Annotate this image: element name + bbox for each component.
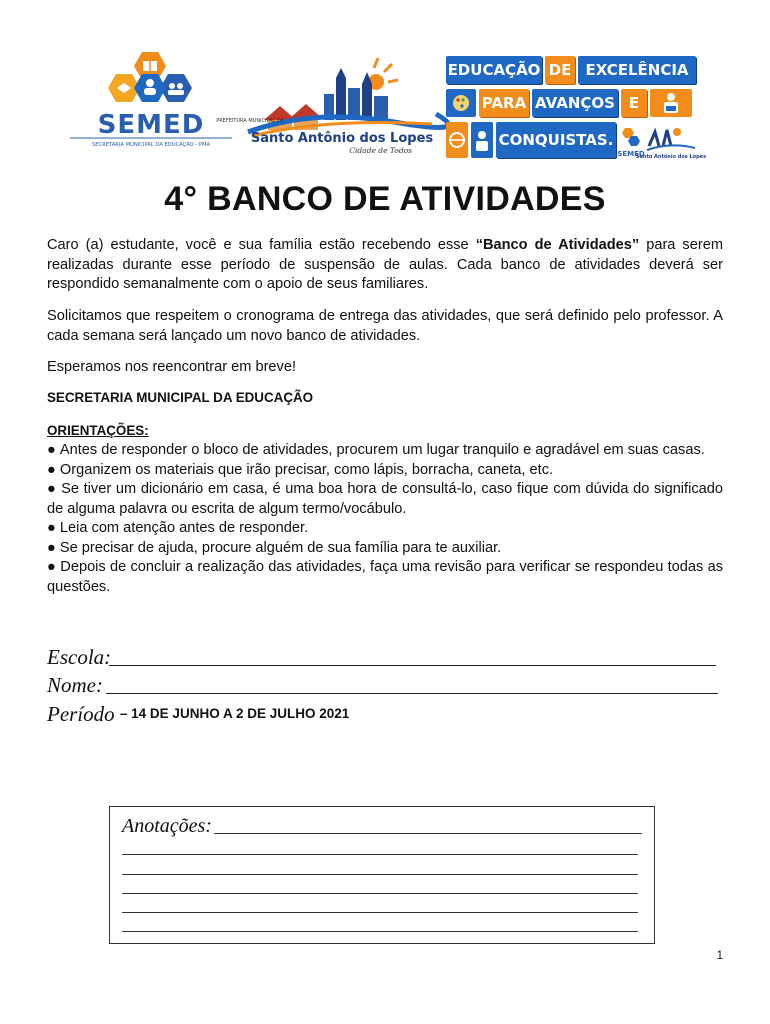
- signature-heading: SECRETARIA MUNICIPAL DA EDUCAÇÃO: [47, 390, 314, 405]
- periodo-label: Período: [47, 702, 115, 726]
- city-skyline-icon: [216, 58, 440, 156]
- nome-label: Nome:: [47, 673, 103, 697]
- escola-field[interactable]: [109, 665, 716, 666]
- list-item: ● Leia com atenção antes de responder.: [47, 519, 723, 539]
- mini-logos: [617, 122, 707, 160]
- anotacoes-line[interactable]: [122, 912, 638, 913]
- periodo-value: – 14 DE JUNHO A 2 DE JULHO 2021: [119, 706, 350, 721]
- banner-word: PARA: [479, 89, 529, 117]
- anotacoes-line[interactable]: [122, 874, 638, 875]
- intro-paragraph-2: Solicitamos que respeitem o cronograma de entrega das atividades, que será definido pelo professor. A cada semana será lançado um novo banco de atividades.: [47, 308, 723, 344]
- palette-icon: [446, 89, 476, 117]
- periodo-row: [47, 702, 349, 727]
- banner-word: E: [621, 89, 647, 117]
- banner-row-1: [446, 56, 696, 84]
- banner-row-3: [446, 122, 707, 160]
- banner-row-2: [446, 89, 692, 117]
- svg-text:SEMED: SEMED: [97, 110, 205, 140]
- anotacoes-box[interactable]: [109, 806, 655, 944]
- banco-emphasis: “Banco de Atividades”: [475, 237, 640, 253]
- banner-word: AVANÇOS: [532, 89, 618, 117]
- intro-paragraph-1: [47, 236, 723, 295]
- orientacoes-heading: ORIENTAÇÕES:: [47, 423, 149, 438]
- banner-word: EDUCAÇÃO: [446, 56, 542, 84]
- student-icon: [471, 122, 493, 158]
- svg-text:Santo Antônio dos Lopes: Santo Antônio dos Lopes: [250, 131, 434, 146]
- svg-text:Santo Antônio dos Lopes: Santo Antônio dos Lopes: [635, 154, 707, 160]
- page-number: 1: [716, 950, 723, 962]
- svg-text:PREFEITURA MUNICIPAL DE: PREFEITURA MUNICIPAL DE: [216, 118, 284, 124]
- list-item: ● Se tiver um dicionário em casa, é uma boa hora de consultá-lo, caso fique com dúvida do significado de alguma palavra ou escrita de algum termo/vocábulo.: [47, 480, 723, 519]
- list-item: ● Depois de concluir a realização das atividades, faça uma revisão para verificar se respondeu todas as questões.: [47, 558, 723, 597]
- page-title: 4° BANCO DE ATIVIDADES: [164, 180, 606, 218]
- motto-banner: [444, 54, 707, 160]
- orientacoes-list: [47, 441, 723, 597]
- anotacoes-line[interactable]: [122, 854, 638, 855]
- reader-icon: [650, 89, 692, 117]
- globe-icon: [446, 122, 468, 158]
- semed-logo: [62, 50, 240, 150]
- anotacoes-line[interactable]: [122, 931, 638, 932]
- anotacoes-label: Anotações:: [122, 815, 212, 837]
- intro-text: para serem realizadas durante esse período de suspensão de aulas. Cada banco de atividades deverá ser respondido semanalmente com o apoio de seus familiares.: [47, 237, 723, 292]
- banner-word: DE: [545, 56, 575, 84]
- intro-text: Caro (a) estudante, você e sua família estão recebendo esse: [47, 237, 476, 253]
- list-item: ● Se precisar de ajuda, procure alguém de sua família para te auxiliar.: [47, 539, 723, 559]
- svg-text:SEMED: SEMED: [617, 150, 645, 158]
- semed-hexagons-icon: [62, 50, 240, 150]
- banner-word: CONQUISTAS.: [496, 122, 616, 158]
- escola-label: Escola:: [47, 645, 112, 669]
- anotacoes-line[interactable]: [122, 893, 638, 894]
- mini-semed-logo-icon: [617, 122, 707, 162]
- prefeitura-logo: [216, 58, 440, 156]
- nome-field[interactable]: [106, 693, 718, 694]
- svg-text:SECRETARIA MUNICIPAL DA EDUCAÇ: SECRETARIA MUNICIPAL DA EDUCAÇÃO - PMA: [91, 142, 211, 148]
- intro-paragraph-3: Esperamos nos reencontrar em breve!: [47, 359, 297, 375]
- list-item: ● Organizem os materiais que irão precisar, como lápis, borracha, caneta, etc.: [47, 461, 723, 481]
- anotacoes-line[interactable]: [214, 833, 642, 834]
- svg-text:Cidade de Todos: Cidade de Todos: [349, 146, 412, 155]
- list-item: ● Antes de responder o bloco de atividades, procurem um lugar tranquilo e agradável em suas casas.: [47, 441, 723, 461]
- banner-word: EXCELÊNCIA: [578, 56, 696, 84]
